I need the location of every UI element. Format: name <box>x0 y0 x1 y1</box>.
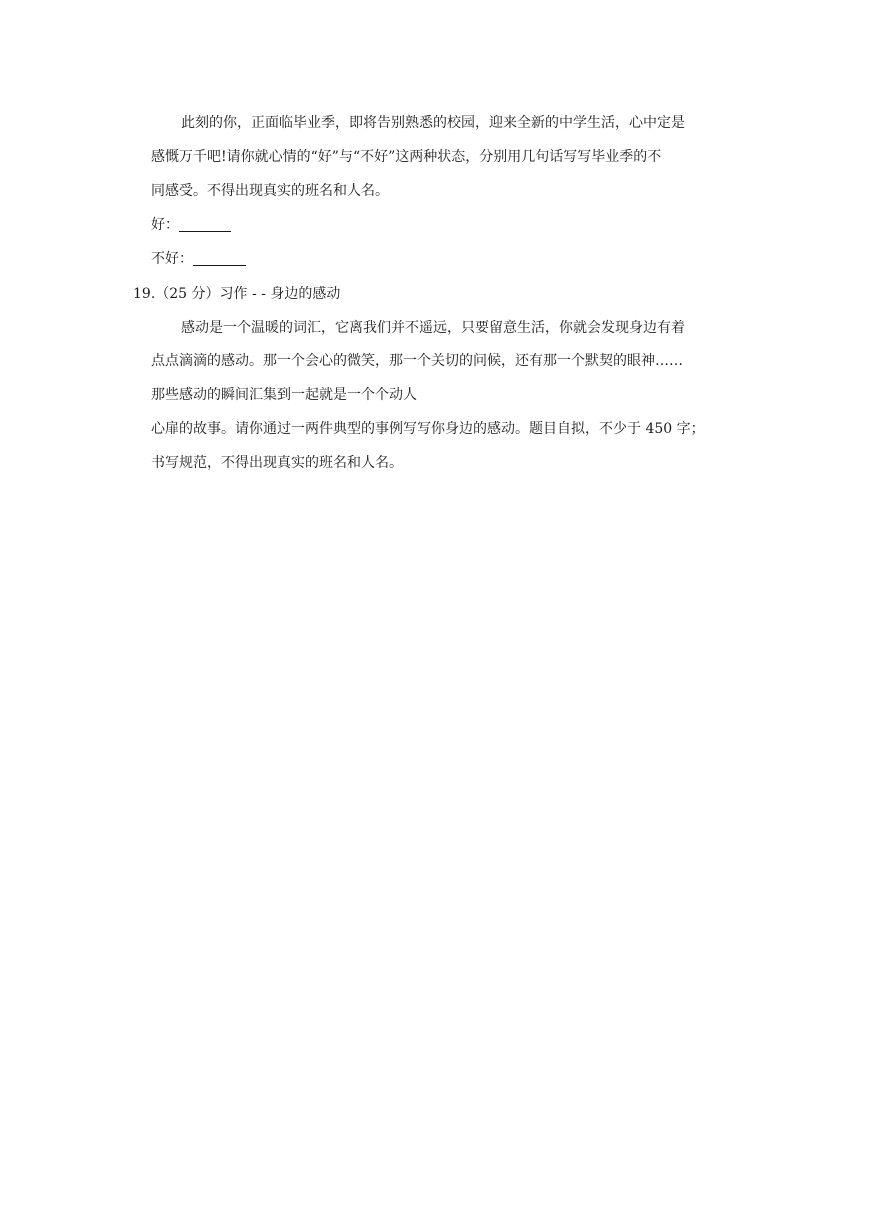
q19-prompt-line-4: 心扉的故事。请你通过一两件典型的事例写写你身边的感动。题目自拟，不少于 450 字； <box>151 421 705 437</box>
q18-paragraph-line-1: 此刻的你，正面临毕业季，即将告别熟悉的校园，迎来全新的中学生活，心中定是 <box>181 115 685 131</box>
q18-good-answer-row <box>151 216 231 234</box>
q18-paragraph-line-2: 感慨万千吧!请你就心情的“好”与“不好”这两种状态，分别用几句话写写毕业季的不 <box>151 149 662 165</box>
good-label: 好： <box>151 217 179 233</box>
bad-label: 不好： <box>151 251 193 267</box>
q18-bad-answer-row <box>151 250 246 268</box>
bad-answer-blank[interactable] <box>193 251 246 266</box>
q19-prompt-line-2: 点点滴滴的感动。那一个会心的微笑，那一个关切的问候，还有那一个默契的眼神…… <box>151 353 683 369</box>
good-answer-blank[interactable] <box>179 217 231 232</box>
q19-prompt-line-3: 那些感动的瞬间汇集到一起就是一个个动人 <box>151 387 417 403</box>
q19-prompt-line-5: 书写规范，不得出现真实的班名和人名。 <box>151 455 403 471</box>
q19-heading: 19.（25 分）习作 - - 身边的感动 <box>133 286 341 302</box>
q18-paragraph-line-3: 同感受。不得出现真实的班名和人名。 <box>151 183 389 199</box>
q19-prompt-line-1: 感动是一个温暖的词汇，它离我们并不遥远，只要留意生活，你就会发现身边有着 <box>181 320 685 336</box>
